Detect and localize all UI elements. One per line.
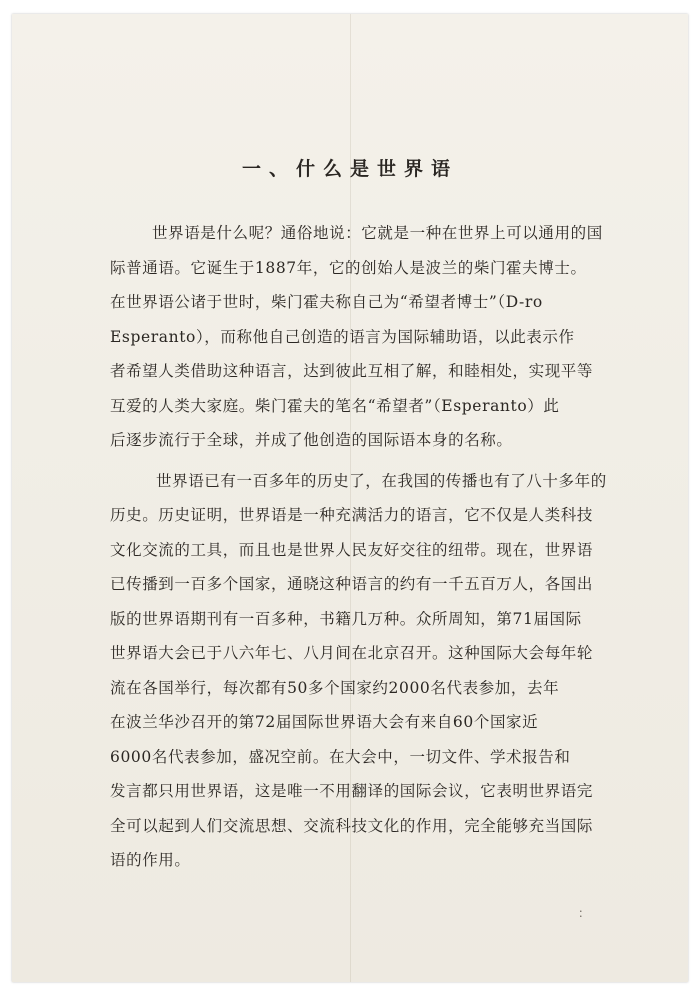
text-line: 已传播到一百多个国家，通晓这种语言的约有一千五百万人，各国出: [110, 575, 594, 593]
text-line: 互爱的人类大家庭。柴门霍夫的笔名“希望者”（Esperanto）此: [110, 396, 560, 415]
document-page: [12, 14, 688, 982]
text-line: Esperanto），而称他自己创造的语言为国际辅助语，以此表示作: [110, 327, 575, 346]
text-line: 6000名代表参加，盛况空前。在大会中，一切文件、学术报告和: [110, 747, 571, 766]
text-line: 世界语是什么呢？通俗地说：它就是一种在世界上可以通用的国: [152, 224, 603, 242]
page-title: 一、什么是世界语: [241, 158, 458, 180]
text-line: 在世界语公诸于世时，柴门霍夫称自己为“希望者博士”（D-ro: [110, 293, 543, 311]
text-line: 世界语大会已于八六年七、八月间在北京召开。这种国际大会每年轮: [110, 644, 594, 662]
text-line: 在波兰华沙召开的第72届国际世界语大会有来自60个国家近: [110, 713, 539, 731]
text-line: 语的作用。: [110, 851, 191, 869]
paragraph-2: [110, 464, 630, 878]
text-line: 者希望人类借助这种语言，达到彼此互相了解，和睦相处，实现平等: [110, 362, 594, 380]
text-line: 全可以起到人们交流思想、交流科技文化的作用，完全能够充当国际: [110, 816, 594, 835]
document-body: [110, 216, 630, 878]
text-line: 世界语已有一百多年的历史了，在我国的传播也有了八十多年的: [156, 471, 607, 490]
text-line: 后逐步流行于全球，并成了他创造的国际语本身的名称。: [110, 431, 513, 449]
text-line: 流在各国举行，每次都有50多个国家约2000名代表参加，去年: [110, 678, 560, 697]
corner-mark: ：: [578, 906, 591, 920]
text-line: 际普通语。它诞生于1887年，它的创始人是波兰的柴门霍夫博士。: [110, 258, 587, 277]
text-line: 历史。历史证明，世界语是一种充满活力的语言，它不仅是人类科技: [110, 506, 594, 524]
text-line: 发言都只用世界语，这是唯一不用翻译的国际会议，它表明世界语完: [110, 782, 594, 800]
text-line: 版的世界语期刊有一百多种，书籍几万种。众所周知，第71届国际: [110, 609, 582, 628]
paragraph-1: [110, 216, 630, 458]
text-line: 文化交流的工具，而且也是世界人民友好交往的纽带。现在，世界语: [110, 540, 594, 559]
